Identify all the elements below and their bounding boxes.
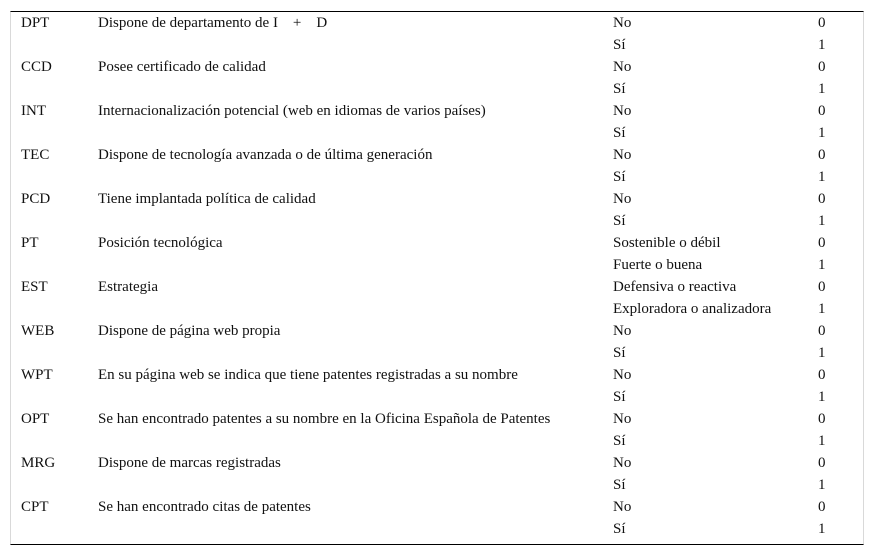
option-value: 0	[818, 366, 826, 383]
variable-code: MRG	[21, 454, 56, 471]
table-row	[11, 320, 858, 342]
option-label: No	[613, 454, 632, 471]
table-row	[11, 78, 858, 100]
table-row	[11, 12, 858, 34]
variable-code: OPT	[21, 410, 50, 427]
table-row	[11, 254, 858, 276]
option-label: Sí	[613, 80, 626, 97]
option-value: 0	[818, 146, 826, 163]
option-value: 0	[818, 498, 826, 515]
variable-code	[11, 166, 98, 188]
table-row	[11, 496, 858, 518]
table-row	[11, 122, 858, 144]
variable-code: INT	[21, 102, 46, 119]
variable-code: WEB	[21, 322, 55, 339]
option-label: Sí	[613, 124, 626, 141]
variable-description: Se han encontrado patentes a su nombre en la Oficina Española de Patentes	[98, 410, 551, 427]
variable-code: DPT	[21, 14, 50, 31]
option-label: No	[613, 146, 632, 163]
variable-code	[11, 210, 98, 232]
table-row	[11, 386, 858, 408]
table-row	[11, 56, 858, 78]
option-value: 1	[818, 36, 826, 53]
table-row	[11, 408, 858, 430]
option-value: 1	[818, 256, 826, 273]
option-value: 1	[818, 300, 826, 317]
variable-description: Posee certificado de calidad	[98, 58, 266, 75]
variable-description: Dispone de departamento de I + D	[98, 14, 328, 31]
variable-code	[11, 430, 98, 452]
variable-code	[11, 342, 98, 364]
option-label: No	[613, 410, 632, 427]
variable-code: CPT	[21, 498, 49, 515]
option-value: 0	[818, 410, 826, 427]
table-row	[11, 452, 858, 474]
option-label: Fuerte o buena	[613, 256, 703, 273]
option-value: 0	[818, 278, 826, 295]
variable-description: Posición tecnológica	[98, 234, 223, 251]
variable-description	[98, 122, 613, 144]
variable-description: Estrategia	[98, 278, 158, 295]
variable-code	[11, 518, 98, 540]
table-row	[11, 166, 858, 188]
variables-table	[11, 12, 858, 540]
variable-code: PCD	[21, 190, 51, 207]
variable-description	[98, 430, 613, 452]
option-value: 1	[818, 388, 826, 405]
variable-code	[11, 474, 98, 496]
option-value: 0	[818, 102, 826, 119]
option-label: Sí	[613, 212, 626, 229]
variable-code	[11, 386, 98, 408]
option-label: Defensiva o reactiva	[613, 278, 737, 295]
table-row	[11, 188, 858, 210]
table-row	[11, 34, 858, 56]
variable-description	[98, 386, 613, 408]
variable-code: CCD	[21, 58, 52, 75]
table-row	[11, 232, 858, 254]
option-label: No	[613, 14, 632, 31]
variable-description: Dispone de página web propia	[98, 322, 281, 339]
variable-description	[98, 298, 613, 320]
variable-description	[98, 518, 613, 540]
variable-code: PT	[21, 234, 39, 251]
option-value: 1	[818, 212, 826, 229]
variable-description	[98, 166, 613, 188]
option-label: Sí	[613, 520, 626, 537]
variable-description: Dispone de tecnología avanzada o de última generación	[98, 146, 433, 163]
option-label: Sí	[613, 168, 626, 185]
variable-code: TEC	[21, 146, 50, 163]
option-value: 1	[818, 80, 826, 97]
option-label: No	[613, 322, 632, 339]
variable-code	[11, 34, 98, 56]
table-row	[11, 276, 858, 298]
option-value: 1	[818, 124, 826, 141]
variable-code: EST	[21, 278, 48, 295]
variables-table-body	[11, 12, 858, 540]
table-row	[11, 364, 858, 386]
table-row	[11, 474, 858, 496]
variable-description: Tiene implantada política de calidad	[98, 190, 316, 207]
table-row	[11, 100, 858, 122]
option-label: No	[613, 190, 632, 207]
variable-description	[98, 474, 613, 496]
option-label: No	[613, 498, 632, 515]
option-label: Sí	[613, 344, 626, 361]
table-row	[11, 144, 858, 166]
option-value: 0	[818, 190, 826, 207]
option-label: Exploradora o analizadora	[613, 300, 772, 317]
table-row	[11, 518, 858, 540]
option-value: 1	[818, 520, 826, 537]
variable-description	[98, 78, 613, 100]
variable-description	[98, 342, 613, 364]
variable-code	[11, 254, 98, 276]
option-value: 0	[818, 58, 826, 75]
option-value: 0	[818, 14, 826, 31]
variable-description: Internacionalización potencial (web en idiomas de varios países)	[98, 102, 486, 119]
option-label: No	[613, 102, 632, 119]
option-value: 1	[818, 432, 826, 449]
table-row	[11, 430, 858, 452]
option-value: 0	[818, 322, 826, 339]
table-row	[11, 298, 858, 320]
option-value: 1	[818, 344, 826, 361]
option-value: 1	[818, 168, 826, 185]
variable-description: En su página web se indica que tiene patentes registradas a su nombre	[98, 366, 518, 383]
option-label: Sí	[613, 476, 626, 493]
option-value: 0	[818, 454, 826, 471]
variable-description	[98, 34, 613, 56]
option-label: Sí	[613, 36, 626, 53]
variable-code	[11, 122, 98, 144]
variable-code	[11, 78, 98, 100]
variables-table-frame	[10, 11, 864, 545]
table-row	[11, 342, 858, 364]
variable-code: WPT	[21, 366, 53, 383]
option-value: 1	[818, 476, 826, 493]
variable-description	[98, 210, 613, 232]
option-label: No	[613, 58, 632, 75]
option-label: No	[613, 366, 632, 383]
option-value: 0	[818, 234, 826, 251]
variable-description: Dispone de marcas registradas	[98, 454, 281, 471]
variable-code	[11, 298, 98, 320]
option-label: Sostenible o débil	[613, 234, 721, 251]
table-row	[11, 210, 858, 232]
option-label: Sí	[613, 388, 626, 405]
variable-description	[98, 254, 613, 276]
option-label: Sí	[613, 432, 626, 449]
variable-description: Se han encontrado citas de patentes	[98, 498, 311, 515]
